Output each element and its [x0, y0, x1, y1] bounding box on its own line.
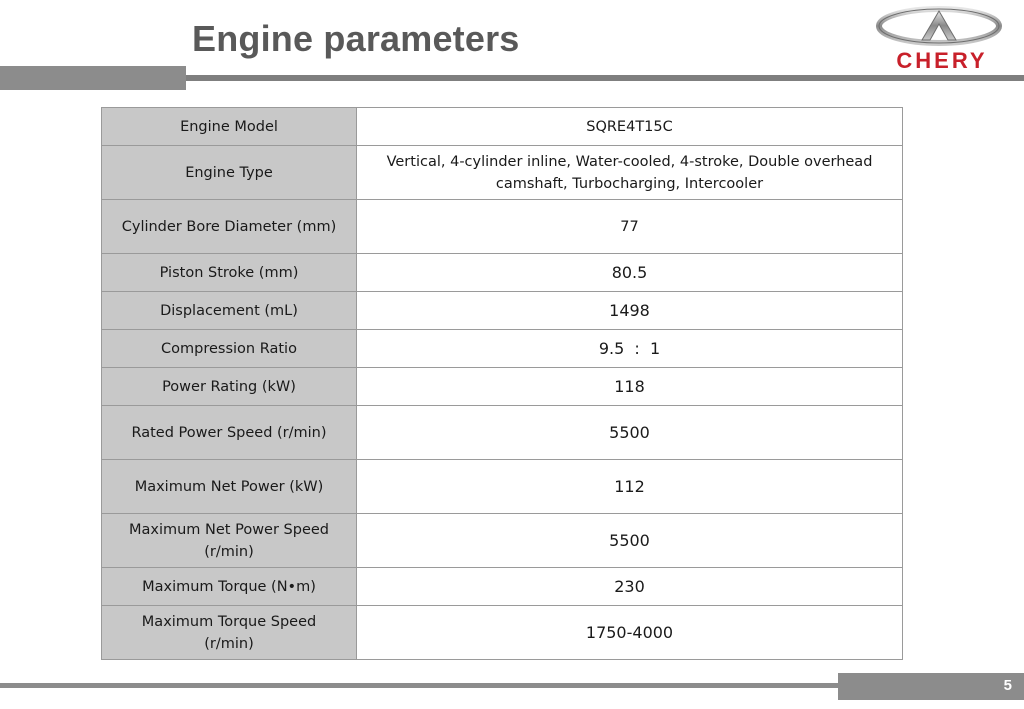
table-row — [102, 292, 903, 330]
row-label: Piston Stroke (mm) — [102, 254, 357, 292]
row-label: Power Rating (kW) — [102, 368, 357, 406]
row-value: 112 — [357, 460, 903, 514]
header-accent-block — [0, 66, 186, 90]
row-value: Vertical, 4-cylinder inline, Water-cooled, 4-stroke, Double overhead camshaft, Turbocharging, Intercooler — [357, 146, 903, 200]
header-divider — [186, 75, 1024, 81]
table-row — [102, 108, 903, 146]
table-row — [102, 514, 903, 568]
row-value: 118 — [357, 368, 903, 406]
table-row — [102, 368, 903, 406]
footer-divider — [0, 683, 838, 688]
table-row — [102, 200, 903, 254]
row-value: SQRE4T15C — [357, 108, 903, 146]
row-label: Compression Ratio — [102, 330, 357, 368]
row-label: Maximum Torque (N•m) — [102, 568, 357, 606]
page-number: 5 — [1003, 677, 1012, 694]
table-row — [102, 330, 903, 368]
chery-emblem-icon — [872, 4, 1006, 50]
row-label: Maximum Net Power (kW) — [102, 460, 357, 514]
table-row — [102, 568, 903, 606]
row-value: 9.5 : 1 — [357, 330, 903, 368]
engine-parameters-table — [101, 107, 903, 660]
table-row — [102, 406, 903, 460]
table-row — [102, 146, 903, 200]
table-row — [102, 460, 903, 514]
row-value: 77 — [357, 200, 903, 254]
row-label: Displacement (mL) — [102, 292, 357, 330]
table-row — [102, 606, 903, 660]
row-label: Cylinder Bore Diameter (mm) — [102, 200, 357, 254]
row-value: 5500 — [357, 514, 903, 568]
row-value: 230 — [357, 568, 903, 606]
row-label: Rated Power Speed (r/min) — [102, 406, 357, 460]
row-value: 5500 — [357, 406, 903, 460]
row-label: Engine Model — [102, 108, 357, 146]
page-title: Engine parameters — [192, 18, 520, 59]
brand-wordmark: CHERY — [896, 48, 988, 73]
chery-logo — [872, 4, 1006, 74]
row-label: Engine Type — [102, 146, 357, 200]
row-value: 1750-4000 — [357, 606, 903, 660]
row-label: Maximum Net Power Speed (r/min) — [102, 514, 357, 568]
row-value: 80.5 — [357, 254, 903, 292]
row-value: 1498 — [357, 292, 903, 330]
row-label: Maximum Torque Speed (r/min) — [102, 606, 357, 660]
table-row — [102, 254, 903, 292]
page-number-box — [838, 673, 1024, 700]
